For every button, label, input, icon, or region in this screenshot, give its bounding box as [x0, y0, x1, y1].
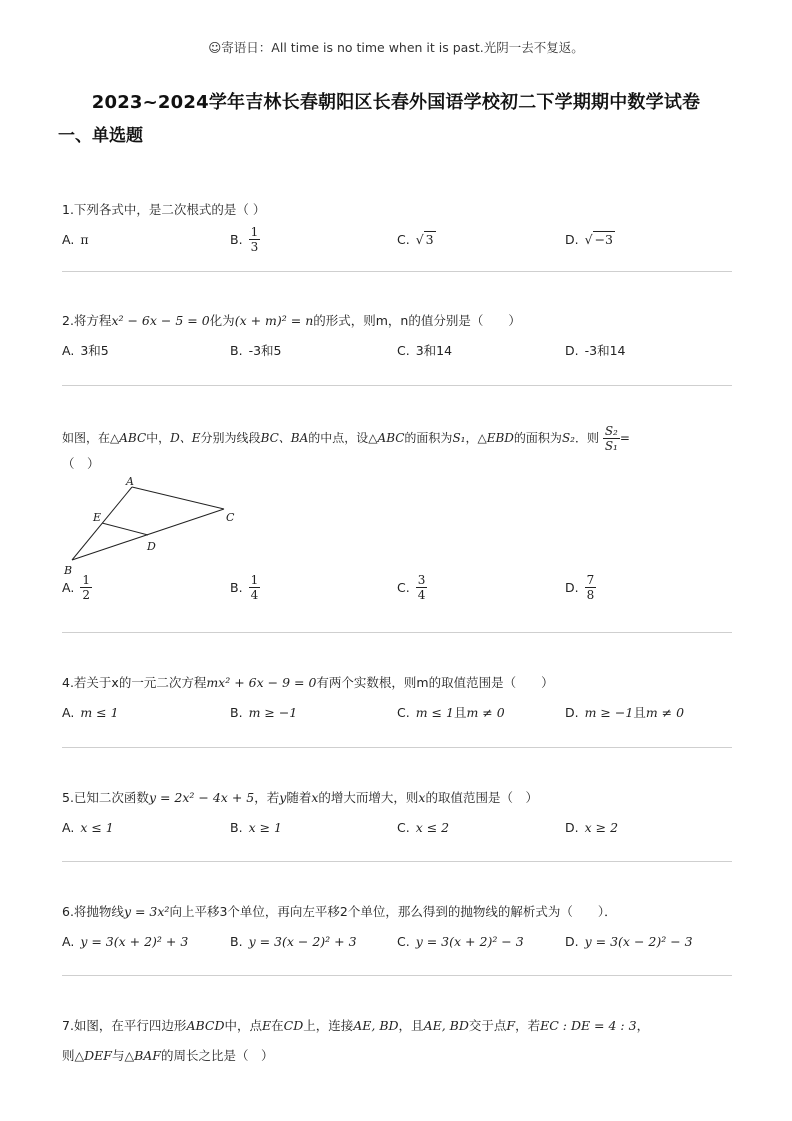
question-3-options [62, 570, 742, 604]
option-c[interactable]: C. $\frac{3}{4}$ [397, 572, 426, 602]
option-a[interactable]: A. m ≤ 1 [62, 704, 119, 720]
question-3-paren: （ ） [62, 456, 100, 471]
fraction: $\frac{1}{3}$ [250, 224, 259, 254]
question-6-options [62, 927, 742, 955]
point-e-label: E [93, 511, 102, 524]
option-b[interactable]: B. $\frac{1}{4}$ [230, 572, 259, 602]
option-b[interactable]: B. $\frac{1}{3}$ [230, 224, 259, 254]
question-7-stem: 7.如图，在平行四边形ABCD中，点E在CD上，连接AE, BD，且AE, BD交于点F，若EC : DE = 4 : 3， [62, 1018, 650, 1033]
option-b[interactable]: B. y = 3(x − 2)² + 3 [230, 933, 357, 949]
option-a[interactable]: A. y = 3(x + 2)² + 3 [62, 933, 189, 949]
section-heading: 一、单选题 [58, 126, 143, 146]
option-a[interactable]: A. 3和5 [62, 342, 109, 358]
vertex-c-label: C [226, 511, 235, 524]
option-d[interactable]: D. m ≥ −1 且 m ≠ 0 [565, 704, 685, 720]
question-6 [62, 897, 742, 955]
question-4 [62, 668, 742, 726]
question-7-stem-line2: 则△DEF与△BAF的周长之比是（ ） [62, 1048, 274, 1063]
divider [62, 632, 732, 633]
question-2-options [62, 336, 742, 364]
question-4-options [62, 698, 742, 726]
fraction: $\frac{\text{S₂}}{\text{S₁}}$ [604, 424, 618, 453]
question-6-stem: 6.将抛物线y = 3x²向上平移3个单位，再向左平移2个单位，那么得到的抛物线的解析式为（ ）． [62, 904, 617, 919]
option-b[interactable]: B. m ≥ −1 [230, 704, 298, 720]
option-c[interactable]: C. m ≤ 1 且 m ≠ 0 [397, 704, 505, 720]
question-2 [62, 306, 742, 364]
option-c[interactable]: C. √ 3 [397, 231, 434, 247]
option-a[interactable]: A. x ≤ 1 [62, 819, 114, 835]
option-c[interactable]: C. x ≤ 2 [397, 819, 450, 835]
option-a[interactable]: A. $\frac{1}{2}$ [62, 572, 90, 602]
question-5-stem: 5.已知二次函数y = 2x² − 4x + 5，若y随着x的增大而增大，则x的取值范围是（ ） [62, 790, 538, 805]
square-root: √ −3 [584, 231, 614, 247]
option-c[interactable]: C. 3和14 [397, 342, 453, 358]
triangle-figure [62, 475, 242, 577]
question-2-stem: 2.将方程x² − 6x − 5 = 0化为(x + m)² = n的形式，则m，n的值分别是（ ） [62, 313, 521, 328]
vertex-b-label: B [64, 564, 73, 577]
question-4-stem: 4.若关于x的一元二次方程mx² + 6x − 9 = 0有两个实数根，则m的取值范围是（ ） [62, 675, 554, 690]
point-d-label: D [147, 540, 156, 553]
question-1 [62, 195, 742, 253]
question-3-stem: 如图，在△ABC中，D、E分别为线段BC、BA的中点，设△ABC的面积为S₁，△EBD的面积为S₂．则 $\frac{\text{S₂}}{\text{S₁}}$ = [62, 424, 630, 453]
option-c[interactable]: C. y = 3(x + 2)² − 3 [397, 933, 524, 949]
option-b[interactable]: B. x ≥ 1 [230, 819, 282, 835]
question-3 [62, 423, 742, 604]
option-a[interactable]: A. π [62, 231, 89, 247]
option-d[interactable]: D. y = 3(x − 2)² − 3 [565, 933, 693, 949]
divider [62, 861, 732, 862]
option-d[interactable]: D. $\frac{7}{8}$ [565, 572, 595, 602]
divider [62, 271, 732, 272]
option-b[interactable]: B. -3和5 [230, 342, 282, 358]
divider [62, 385, 732, 386]
question-5 [62, 783, 742, 841]
question-7 [62, 1011, 742, 1071]
question-1-options [62, 225, 742, 253]
divider [62, 975, 732, 976]
option-d[interactable]: D. -3和14 [565, 342, 626, 358]
question-1-stem: 1.下列各式中，是二次根式的是（ ） [62, 202, 266, 217]
question-5-options [62, 813, 742, 841]
vertex-a-label: A [126, 475, 134, 488]
square-root: √ 3 [415, 231, 434, 247]
divider [62, 747, 732, 748]
option-d[interactable]: D. √ −3 [565, 231, 614, 247]
motto-header: ☺寄语日：All time is no time when it is past.光阴一去不复返。 [208, 40, 584, 55]
exam-title: 2023~2024学年吉林长春朝阳区长春外国语学校初二下学期期中数学试卷 [91, 92, 701, 113]
option-d[interactable]: D. x ≥ 2 [565, 819, 619, 835]
